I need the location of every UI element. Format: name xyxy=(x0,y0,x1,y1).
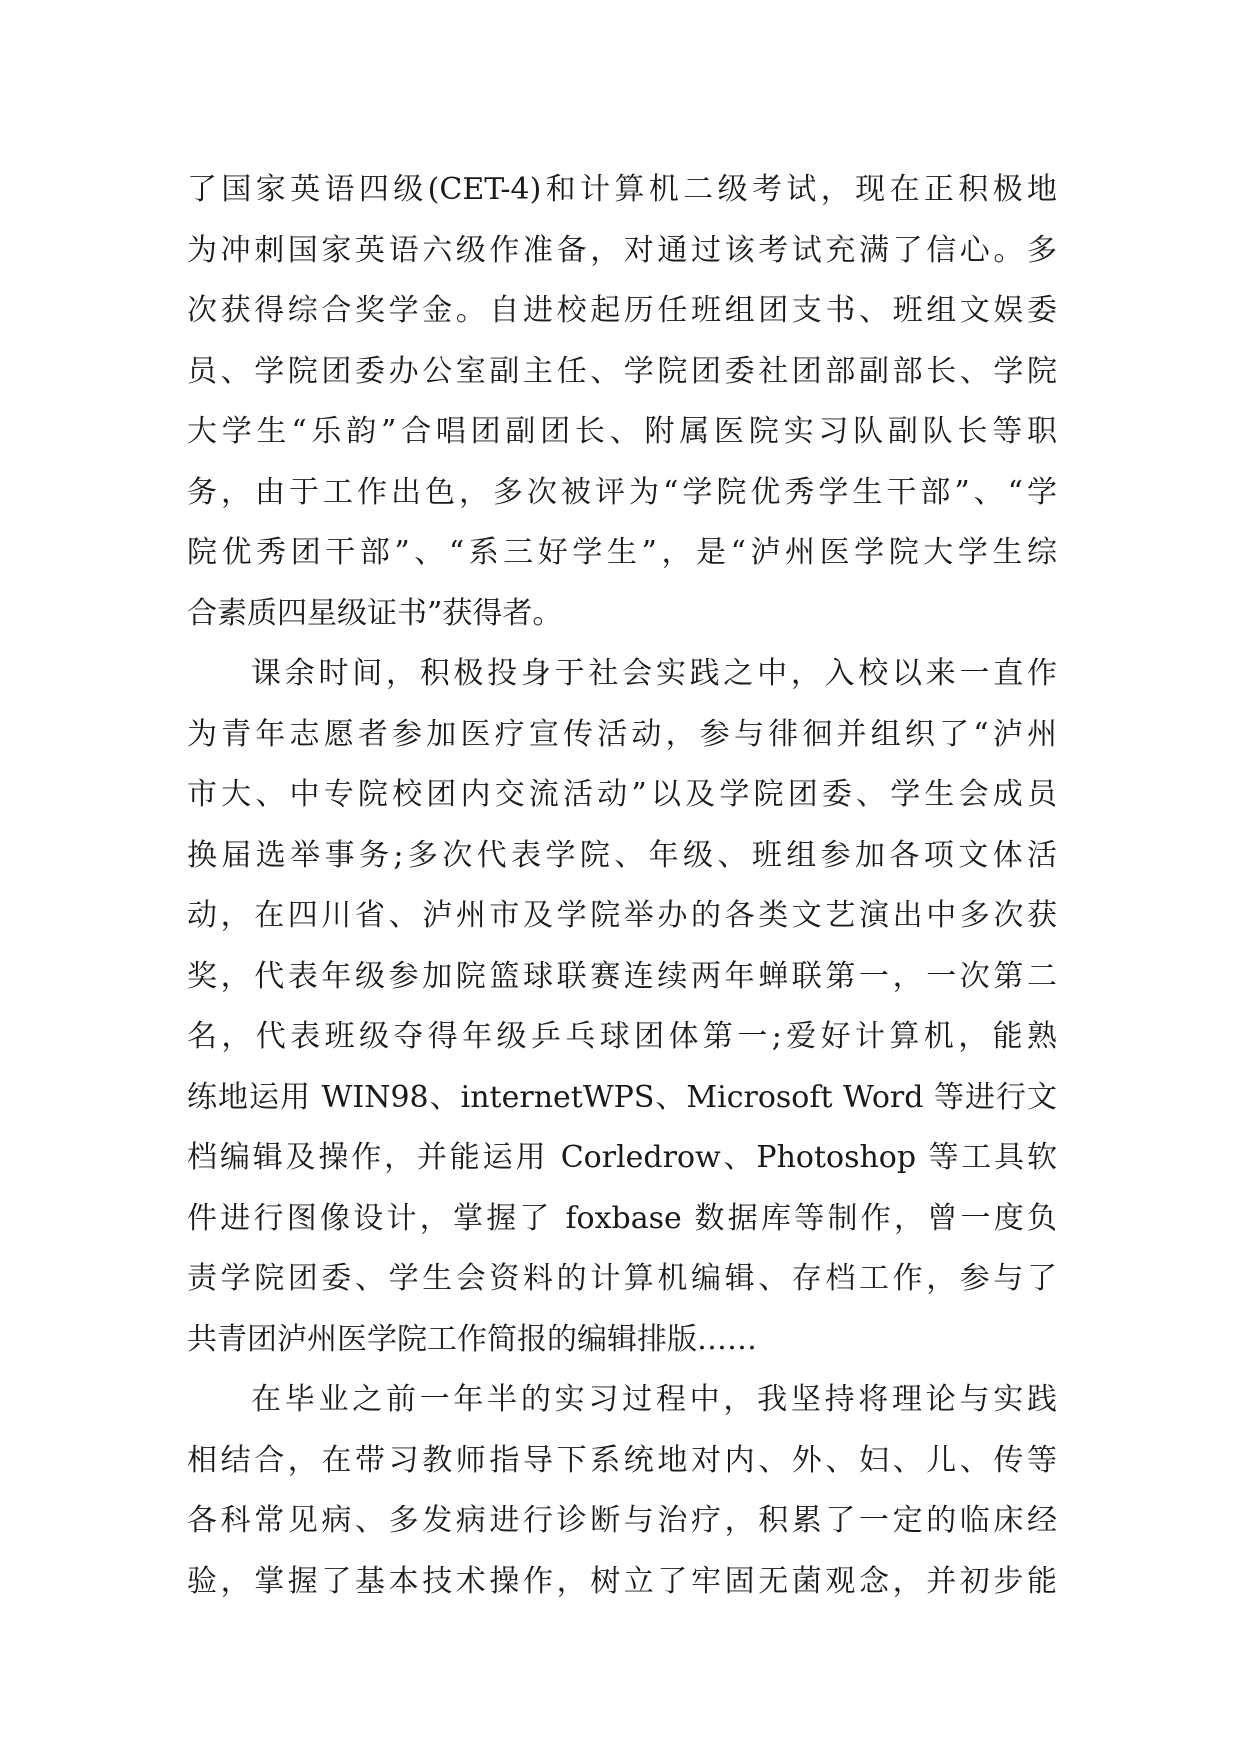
text-line: 共青团泸州医学院工作简报的编辑排版…… xyxy=(187,1321,757,1357)
text-line: 务，由于工作出色，多次被评为“学院优秀学生干部”、“学 xyxy=(187,474,1057,510)
text-line: 院优秀团干部”、“系三好学生”，是“泸州医学院大学生综 xyxy=(187,535,1057,570)
text-line: 大学生“乐韵”合唱团副团长、附属医院实习队副队长等职 xyxy=(187,414,1057,449)
text-line: 市大、中专院校团内交流活动”以及学院团委、学生会成员 xyxy=(187,777,1057,812)
text-line: 各科常见病、多发病进行诊断与治疗，积累了一定的临床经 xyxy=(187,1503,1057,1538)
text-line: 为青年志愿者参加医疗宣传活动，参与徘徊并组织了“泸州 xyxy=(187,716,1057,752)
text-line: 练地运用 WIN98、internetWPS、Microsoft Word 等进行文 xyxy=(187,1079,1057,1115)
text-line: 名，代表班级夺得年级乒乓球团体第一;爱好计算机，能熟 xyxy=(187,1019,1057,1054)
paragraph-1 xyxy=(187,160,1057,644)
text-line: 件进行图像设计，掌握了 foxbase 数据库等制作，曾一度负 xyxy=(187,1200,1057,1236)
text-line: 换届选举事务;多次代表学院、年级、班组参加各项文体活 xyxy=(187,837,1057,873)
text-line: 档编辑及操作，并能运用 Corledrow、Photoshop 等工具软 xyxy=(187,1140,1057,1175)
text-line: 责学院团委、学生会资料的计算机编辑、存档工作，参与了 xyxy=(187,1261,1057,1296)
text-line: 了国家英语四级(CET-4)和计算机二级考试，现在正积极地 xyxy=(187,172,1057,207)
paragraph-2 xyxy=(187,644,1057,1370)
text-line: 合素质四星级证书”获得者。 xyxy=(187,595,563,631)
body-text xyxy=(187,160,1057,1612)
text-line: 在毕业之前一年半的实习过程中，我坚持将理论与实践 xyxy=(251,1382,1057,1417)
text-line: 奖，代表年级参加院篮球联赛连续两年蝉联第一，一次第二 xyxy=(187,958,1057,994)
text-line: 员、学院团委办公室副主任、学院团委社团部副部长、学院 xyxy=(187,353,1057,389)
text-line: 课余时间，积极投身于社会实践之中，入校以来一直作 xyxy=(251,656,1057,691)
text-line: 动，在四川省、泸州市及学院举办的各类文艺演出中多次获 xyxy=(187,898,1057,933)
paragraph-3 xyxy=(187,1370,1057,1612)
text-line: 验，掌握了基本技术操作，树立了牢固无菌观念，并初步能 xyxy=(187,1563,1057,1599)
text-line: 次获得综合奖学金。自进校起历任班组团支书、班组文娱委 xyxy=(187,293,1057,328)
text-line: 相结合，在带习教师指导下系统地对内、外、妇、儿、传等 xyxy=(187,1442,1057,1478)
text-line: 为冲刺国家英语六级作准备，对通过该考试充满了信心。多 xyxy=(187,232,1057,268)
